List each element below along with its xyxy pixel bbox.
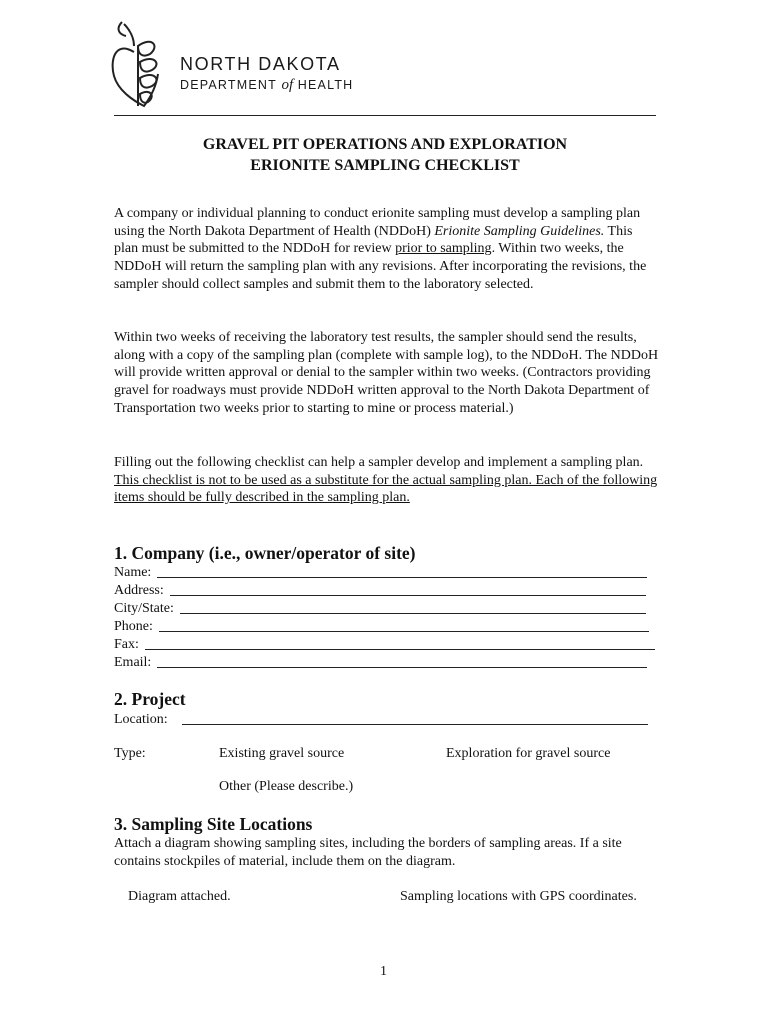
- type-option-existing[interactable]: Existing gravel source: [219, 746, 345, 761]
- page-title-line1: GRAVEL PIT OPERATIONS AND EXPLORATION: [202, 136, 568, 153]
- project-location-label: Location:: [114, 711, 168, 727]
- type-option-other[interactable]: Other (Please describe.): [219, 779, 354, 794]
- page-title-line2: ERIONITE SAMPLING CHECKLIST: [250, 157, 520, 174]
- org-department-word: DEPARTMENT: [180, 78, 277, 92]
- project-type-label: Type:: [114, 746, 146, 761]
- section-3-description: Attach a diagram showing sampling sites, including the borders of sampling areas. If a site contains stockpiles of material, include them on the diagram.: [114, 836, 622, 869]
- intro-paragraph-3: [114, 454, 659, 507]
- company-fax-label: Fax:: [114, 636, 139, 652]
- company-phone-field[interactable]: [159, 619, 649, 632]
- intro-p1-text-a: A company or individual planning to conduct erionite sampling must develop a sampling plan using the North Dakota Department of Health (NDDoH): [114, 206, 641, 239]
- company-citystate-row: [114, 599, 659, 617]
- company-citystate-field[interactable]: [180, 601, 646, 614]
- company-name-field[interactable]: [157, 565, 647, 578]
- section-3-heading: 3. Sampling Site Locations: [114, 814, 313, 834]
- company-address-label: Address:: [114, 582, 164, 598]
- intro-p1-text-c: . Within two weeks, the NDDoH will return the sampling plan with any revisions. After incorporating the revisions, the sampler should collect samples and submit them to the laboratory selected.: [114, 241, 647, 292]
- company-citystate-label: City/State:: [114, 600, 174, 616]
- intro-p3-text: Filling out the following checklist can help a sampler develop and implement a sampling plan.: [114, 455, 644, 470]
- project-location-field[interactable]: [182, 712, 648, 725]
- section-1-heading: 1. Company (i.e., owner/operator of site): [114, 543, 416, 563]
- company-phone-label: Phone:: [114, 618, 153, 634]
- intro-paragraph-2: Within two weeks of receiving the laboratory test results, the sampler should send the results, along with a copy of the sampling plan (complete with sample log), to the NDDoH. The NDDoH will provide written approval or denial to the sampler within two weeks. (Contractors providing gravel for roadways must provide NDDoH written approval to the North Dakota Department of Transportation two weeks prior to starting to mine or process material.): [114, 330, 659, 416]
- company-phone-row: [114, 617, 659, 635]
- company-fax-row: [114, 635, 659, 653]
- header-divider: [114, 115, 656, 116]
- intro-p3-disclaimer: This checklist is not to be used as a substitute for the actual sampling plan. Each of the following items should be fully described in the sampling plan.: [114, 472, 658, 506]
- option-gps-locations[interactable]: Sampling locations with GPS coordinates.: [400, 889, 637, 904]
- page-number: 1: [380, 964, 387, 979]
- company-name-row: [114, 563, 659, 581]
- company-address-row: [114, 581, 659, 599]
- org-department-health: HEALTH: [297, 78, 354, 92]
- intro-p1-guidelines-title: Erionite Sampling Guidelines.: [434, 223, 605, 239]
- company-email-field[interactable]: [157, 655, 647, 668]
- org-department: [180, 77, 353, 94]
- company-email-row: [114, 653, 659, 671]
- org-department-of: of: [281, 77, 294, 93]
- intro-paragraph-1: [114, 205, 659, 294]
- intro-p1-emphasis: prior to sampling: [395, 241, 492, 257]
- org-name: NORTH DAKOTA: [180, 54, 341, 74]
- company-name-label: Name:: [114, 564, 152, 580]
- intro-p1-text-b: This plan must be submitted to the NDDoH for review: [114, 223, 633, 257]
- project-location-row: [114, 710, 659, 728]
- section-2-heading: 2. Project: [114, 689, 186, 709]
- company-email-label: Email:: [114, 654, 152, 670]
- company-address-field[interactable]: [170, 583, 646, 596]
- wheat-heart-logo-icon: [108, 18, 164, 110]
- option-diagram-attached[interactable]: Diagram attached.: [128, 889, 231, 904]
- company-fax-field[interactable]: [145, 637, 655, 650]
- type-option-exploration[interactable]: Exploration for gravel source: [446, 746, 611, 761]
